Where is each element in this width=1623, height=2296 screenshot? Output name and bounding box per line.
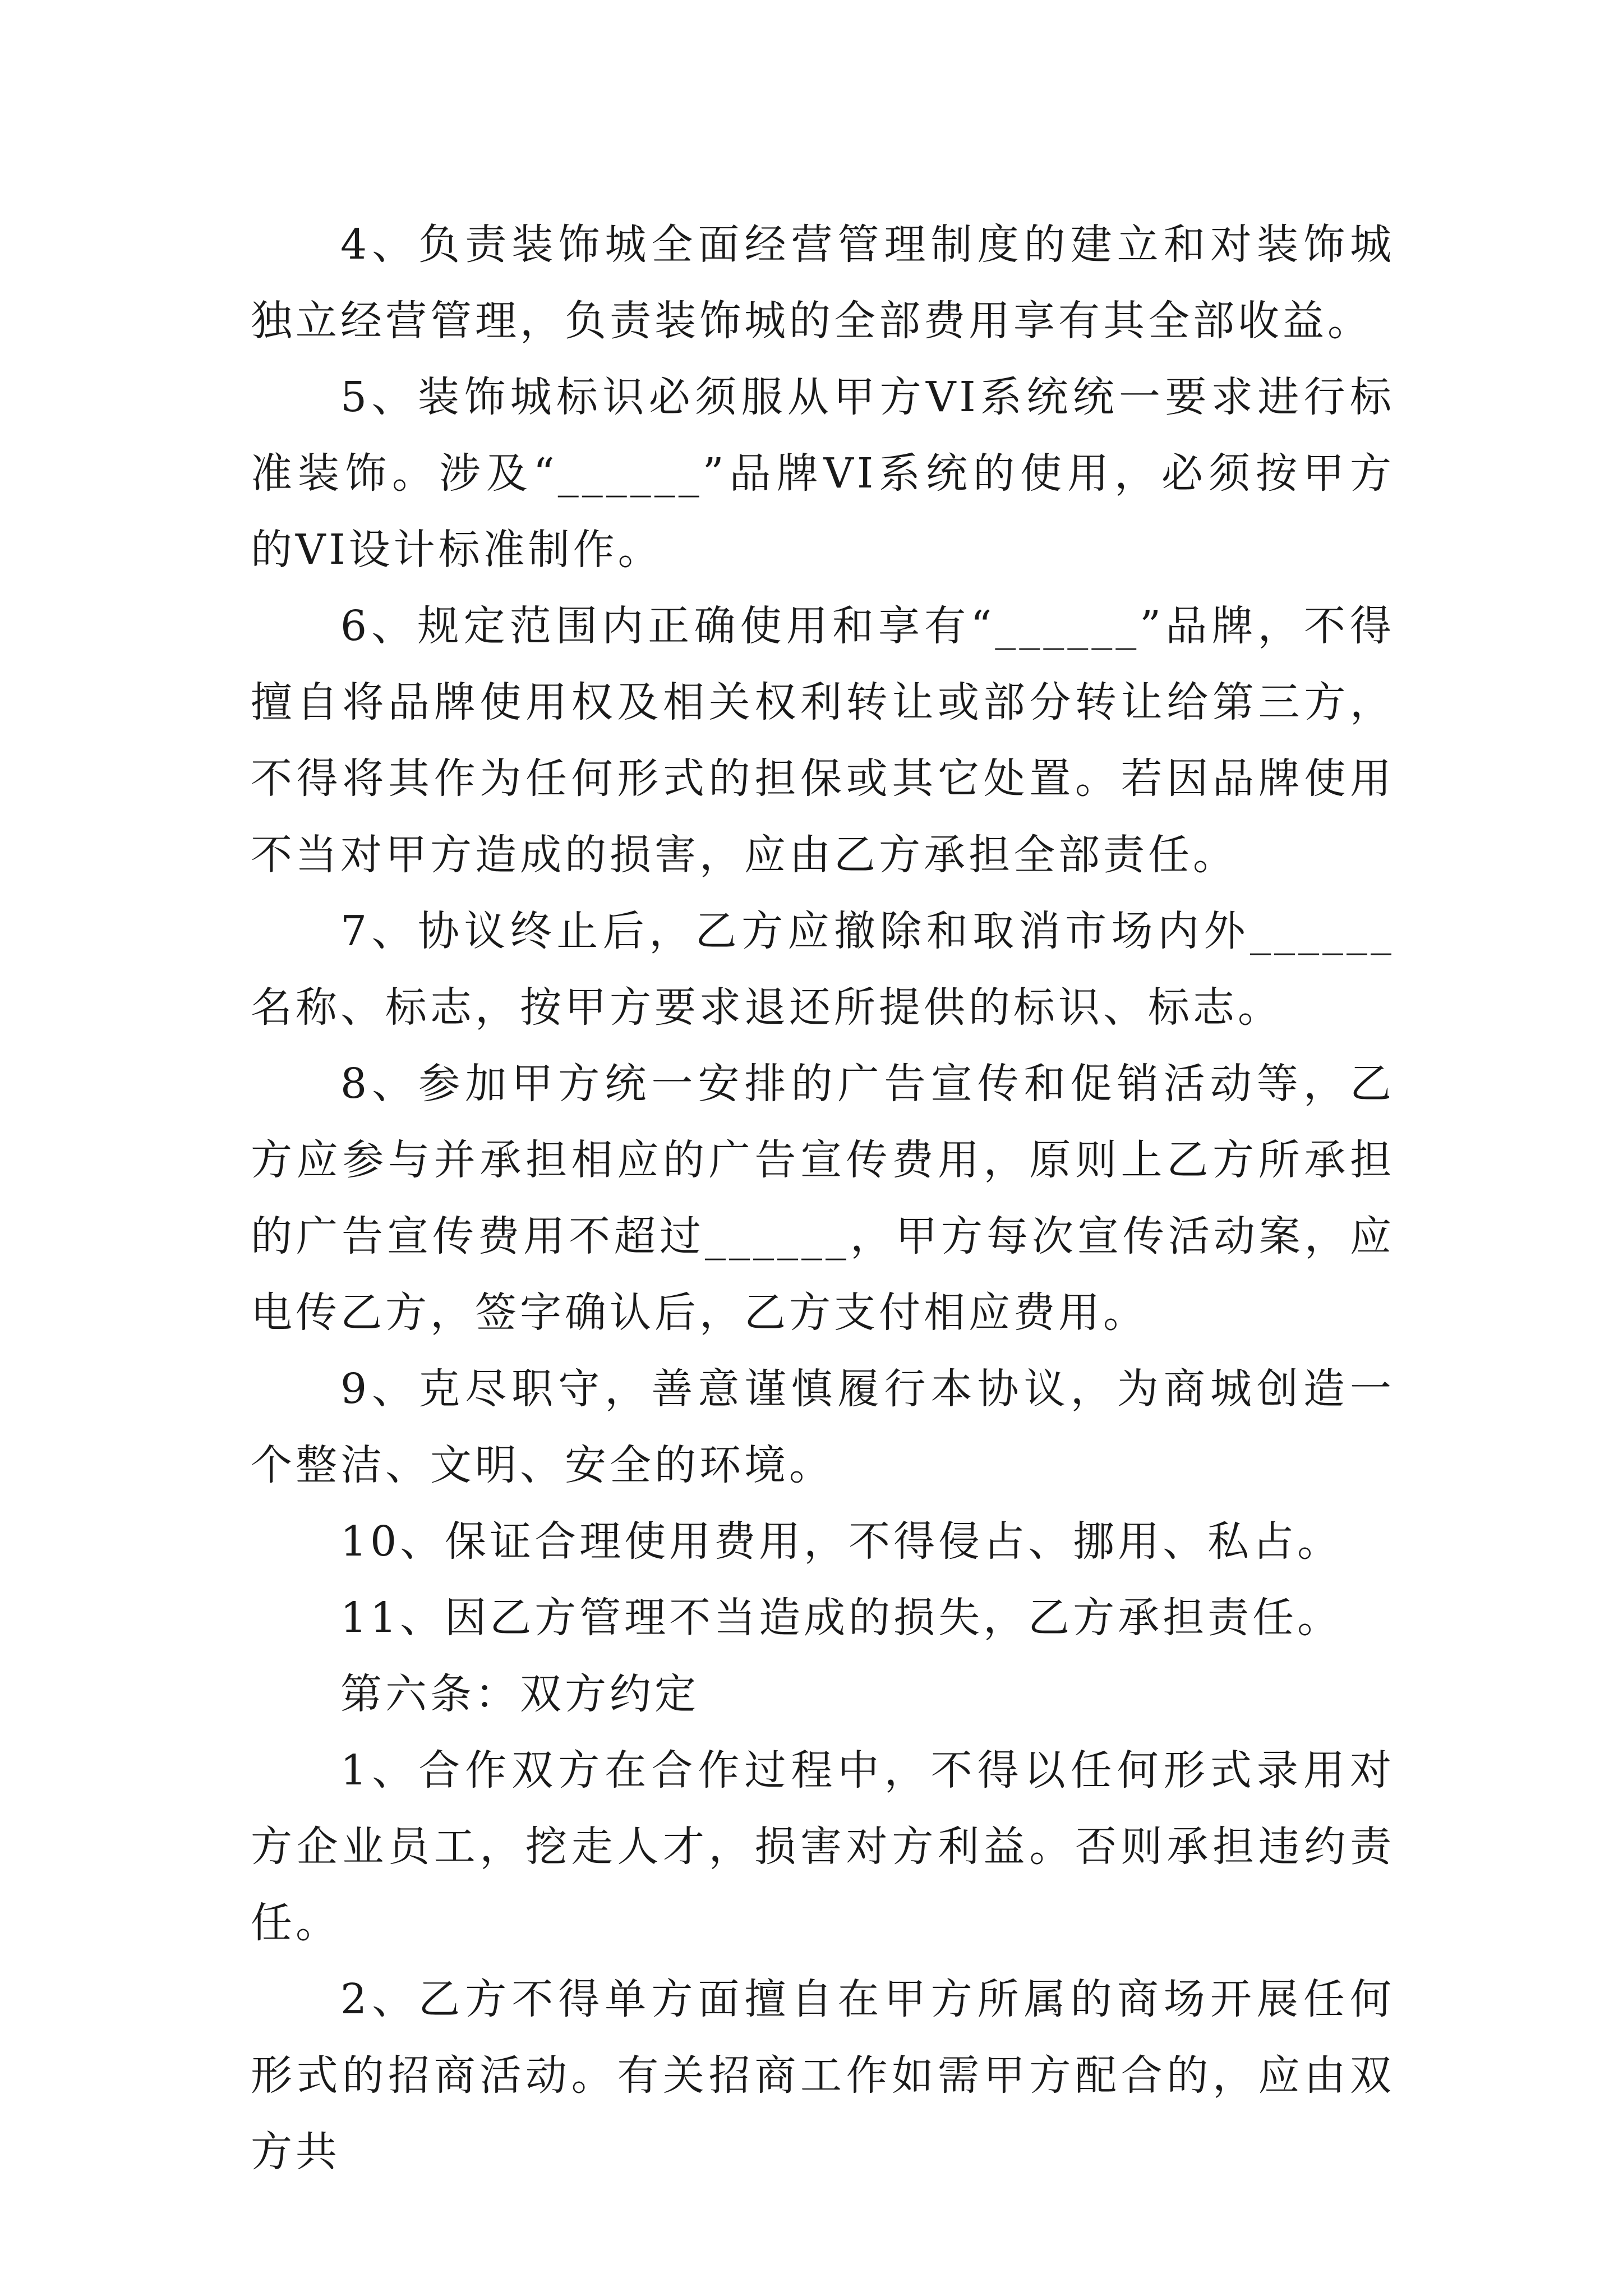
paragraph-item-11: 11、因乙方管理不当造成的损失，乙方承担责任。: [340, 1594, 1343, 1642]
section-heading: 第六条：双方约定: [340, 1670, 699, 1718]
paragraph-item-4: 4、负责装饰城全面经营管理制度的建立和对装饰城独立经营管理，负责装饰城的全部费用享有其全部收益。: [251, 220, 1395, 345]
paragraph-item-6: 6、规定范围内正确使用和享有“______”品牌，不得擅自将品牌使用权及相关权利转让或部分转让给第三方，不得将其作为任何形式的担保或其它处置。若因品牌使用不当对甲方造成的损害，应由乙方承担全部责任。: [251, 602, 1395, 879]
paragraph-item-5: 5、装饰城标识必须服从甲方VI系统统一要求进行标准装饰。涉及“______”品牌VI系统的使用，必须按甲方的VI设计标准制作。: [251, 373, 1395, 574]
paragraph-item-8: 8、参加甲方统一安排的广告宣传和促销活动等，乙方应参与并承担相应的广告宣传费用，原则上乙方所承担的广告宣传费用不超过______，甲方每次宣传活动案，应电传乙方，签字确认后，乙方支付相应费用。: [251, 1060, 1395, 1337]
paragraph-item-7: 7、协议终止后，乙方应撤除和取消市场内外______名称、标志，按甲方要求退还所提供的标识、标志。: [251, 907, 1395, 1032]
paragraph-item-10: 10、保证合理使用费用，不得侵占、挪用、私占。: [340, 1517, 1343, 1566]
document-body: [251, 206, 1395, 2190]
section-paragraph-1: 1、合作双方在合作过程中，不得以任何形式录用对方企业员工，挖走人才，损害对方利益。否则承担违约责任。: [251, 1746, 1395, 1947]
paragraph-item-9: 9、克尽职守，善意谨慎履行本协议，为商城创造一个整洁、文明、安全的环境。: [251, 1365, 1395, 1489]
section-paragraph-2: 2、乙方不得单方面擅自在甲方所属的商场开展任何形式的招商活动。有关招商工作如需甲方配合的，应由双方共: [251, 1975, 1395, 2176]
